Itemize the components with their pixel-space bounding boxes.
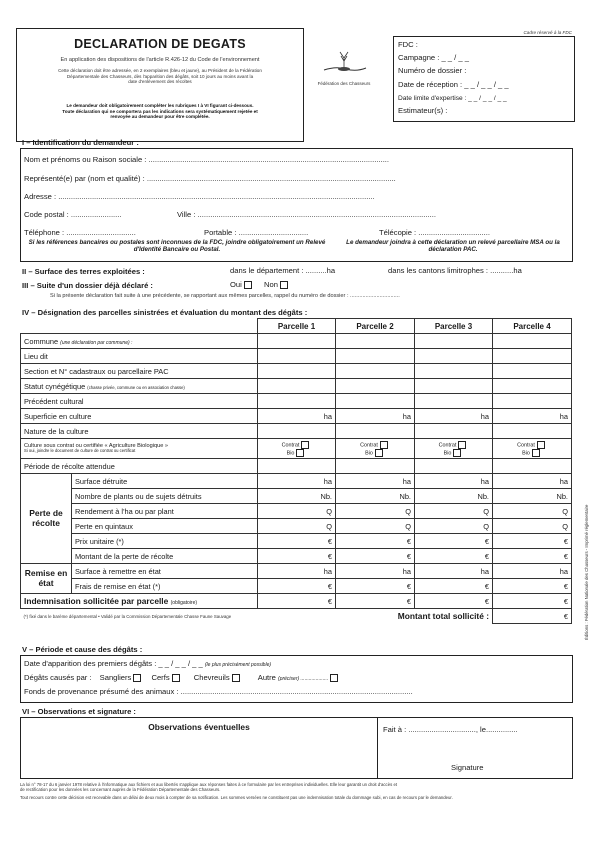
section-1-box — [20, 148, 573, 262]
non-checkbox[interactable] — [280, 281, 288, 289]
montant-total-label: Montant total sollicité : — [397, 611, 489, 622]
represente-field[interactable]: Représenté(e) par (nom et qualité) : ...................................................................................................................... — [24, 174, 396, 183]
cell[interactable]: Q — [336, 504, 415, 519]
row-label: Frais de remise en état (*) — [72, 579, 258, 594]
cell[interactable]: Q — [258, 519, 336, 534]
cell[interactable]: € — [415, 579, 493, 594]
cell[interactable] — [415, 334, 493, 349]
cell[interactable]: € — [415, 534, 493, 549]
table-row — [21, 594, 572, 609]
table-row — [21, 409, 572, 424]
cell[interactable] — [258, 379, 336, 394]
chevreuils-option[interactable]: Chevreuils — [194, 673, 242, 682]
cell[interactable]: ha — [336, 564, 415, 579]
cell[interactable] — [493, 349, 572, 364]
contrat-checkbox[interactable] — [380, 441, 388, 449]
cell[interactable]: € — [258, 594, 336, 609]
cell[interactable]: Nb. — [336, 489, 415, 504]
cell[interactable] — [258, 364, 336, 379]
contrat-checkbox[interactable] — [458, 441, 466, 449]
autre-option[interactable]: Autre (préciser) .................... — [258, 673, 341, 682]
cell[interactable] — [415, 459, 493, 474]
table-row — [21, 489, 572, 504]
chevreuils-checkbox[interactable] — [232, 674, 240, 682]
cell[interactable]: Nb. — [493, 489, 572, 504]
fdc-reserved-box — [393, 30, 575, 122]
cell[interactable]: Q — [258, 504, 336, 519]
cell[interactable]: € — [336, 549, 415, 564]
cell[interactable]: Q — [415, 519, 493, 534]
cell[interactable]: ha — [258, 409, 336, 424]
cerfs-checkbox[interactable] — [172, 674, 180, 682]
telephone-field[interactable]: Téléphone : ................................. — [24, 228, 136, 237]
cell[interactable] — [493, 364, 572, 379]
row-label: Superficie en culture — [21, 409, 258, 424]
adresse-field[interactable]: Adresse : ...................................................................................................................................................... — [24, 192, 375, 201]
cell[interactable]: € — [493, 534, 572, 549]
row-label: Précédent cultural — [21, 394, 258, 409]
cell[interactable] — [415, 349, 493, 364]
oui-checkbox[interactable] — [244, 281, 252, 289]
cell[interactable]: ha — [336, 474, 415, 489]
footnote-cell: (*) fixé dans le barème départemental • Validé par la Commission Départementale Chasse Faune Sauvage — [23, 613, 232, 619]
reception-date-field[interactable]: Date de réception : _ _ / _ _ / _ _ — [398, 80, 509, 89]
montant-total-cell[interactable]: € — [493, 609, 572, 624]
cell[interactable] — [336, 349, 415, 364]
fdc-logo: Fédération des Chasseurs — [316, 48, 372, 88]
cell[interactable]: € — [493, 549, 572, 564]
row-label: Section et N° cadastraux ou parcellaire PAC — [21, 364, 258, 379]
cell[interactable]: € — [415, 549, 493, 564]
row-label: Nombre de plants ou de sujets détruits — [72, 489, 258, 504]
contrat-checkbox[interactable] — [301, 441, 309, 449]
cell[interactable]: € — [415, 594, 493, 609]
cell[interactable]: ha — [493, 564, 572, 579]
footer-text: La loi n° 78-17 du 6 janvier 1978 relative à l'informatique aux fichiers et aux libertés s'applique aux réponses faites à ce formulaire par les entreprises individuelles. Elle leur garantit un droit d'accès et de rectification pour les données les concernant auprès de la Fédération Départementale des Chasseurs. Tout recours contre cette décision est recevable dans un délai de deux mois à compter de sa notification. Les sommes versées ne constituent pas une indemnisation totale du dommage subi, en cas de recours par le demandeur. — [20, 782, 453, 800]
row-label: Commune (une déclaration par commune) : — [21, 334, 258, 349]
ville-field[interactable]: Ville : ................................................................................................................. — [177, 210, 436, 219]
table-row — [21, 474, 572, 489]
nom-field[interactable]: Nom et prénoms ou Raison sociale : .................................................................................................................. — [24, 155, 390, 164]
cell[interactable] — [258, 334, 336, 349]
surface-dept-field[interactable]: dans le département : ..........ha — [230, 266, 336, 275]
cell[interactable]: Q — [493, 504, 572, 519]
cell[interactable]: Q — [415, 504, 493, 519]
cell[interactable]: € — [493, 594, 572, 609]
cell[interactable] — [493, 334, 572, 349]
table-row — [21, 519, 572, 534]
reserved-note: Cadre réservé à la FDC — [523, 30, 572, 35]
table-header-row — [21, 319, 572, 334]
cell[interactable]: ha — [415, 409, 493, 424]
section-6-title: VI – Observations et signature : — [22, 707, 136, 716]
cell[interactable]: € — [336, 534, 415, 549]
contrat-bio-cell: Contrat Bio — [258, 439, 336, 459]
row-label: Surface détruite — [72, 474, 258, 489]
observations-label: Observations éventuelles — [148, 722, 250, 732]
side-edition-text: Éditions : Fédération Nationale des Chasseurs - Imprimé réglementaire — [584, 504, 589, 640]
table-row — [21, 579, 572, 594]
parcel-note: Le demandeur joindra à cette déclaration un relevé parcellaire MSA ou la déclaration PAC. — [346, 239, 560, 254]
cell[interactable] — [336, 364, 415, 379]
previous-dossier-note[interactable]: Si la présente déclaration fait suite à une précédente, se rapportant aux mêmes parcelles, rappel du numéro de dossier : ................................ — [50, 293, 400, 299]
table-row — [21, 459, 572, 474]
signature-label: Signature — [451, 763, 484, 772]
estimateur-field[interactable]: Estimateur(s) : — [398, 106, 448, 115]
table-row — [21, 549, 572, 564]
table-row — [21, 504, 572, 519]
date-apparition-field[interactable]: Date d'apparition des premiers dégâts : _ _ / _ _ / _ _ (le plus précisément possible) — [24, 659, 272, 668]
contrat-bio-cell: Contrat Bio — [415, 439, 493, 459]
parcel-table — [20, 318, 572, 624]
telecopie-field[interactable]: Télécopie : .................................. — [379, 228, 490, 237]
parcelle-3-header: Parcelle 3 — [415, 319, 493, 334]
portable-field[interactable]: Portable : ................................. — [204, 228, 309, 237]
fdc-field[interactable]: FDC : — [398, 40, 418, 49]
section-6-box — [20, 717, 573, 779]
cell[interactable] — [258, 349, 336, 364]
surface-cantons-field[interactable]: dans les cantons limitrophes : ...........ha — [388, 266, 522, 275]
cell[interactable] — [336, 459, 415, 474]
section-3-title: III – Suite d'un dossier déjà déclaré : — [22, 281, 153, 290]
cerfs-option[interactable]: Cerfs — [151, 673, 181, 682]
cell[interactable] — [493, 379, 572, 394]
bio-checkbox[interactable] — [375, 449, 383, 457]
fonds-provenance-field[interactable]: Fonds de provenance présumé des animaux : .............................................................................................................. — [24, 687, 413, 696]
section-4-title: IV – Désignation des parcelles sinistrées et évaluation du montant des dégâts : — [22, 308, 308, 317]
row-label: Prix unitaire (*) — [72, 534, 258, 549]
cell[interactable]: € — [336, 579, 415, 594]
non-option[interactable]: Non — [264, 281, 290, 290]
cell[interactable] — [336, 424, 415, 439]
intro-text: En application des dispositions de l'article R.426-12 du Code de l'environnement Cette déclaration doit être adressée, en 2 exemplaires (bleu et jaune), au Président de la Fédération Départementale des Chasseurs, dès l'apparition des dégâts, soit 10 jours au moins avant la date d'enlèvement des récoltes — [58, 57, 262, 85]
bank-note: Si les références bancaires ou postales sont inconnues de la FDC, joindre obligatoirement un Relevé d'Identité Bancaire ou Postal. — [28, 239, 326, 254]
table-row — [21, 349, 572, 364]
cell[interactable]: Q — [493, 519, 572, 534]
cell[interactable] — [336, 379, 415, 394]
cell[interactable]: € — [258, 549, 336, 564]
bio-checkbox[interactable] — [296, 449, 304, 457]
observations-area[interactable] — [21, 718, 378, 778]
row-label: Montant de la perte de récolte — [72, 549, 258, 564]
section-2-title: II – Surface des terres exploitées : — [22, 267, 145, 276]
table-row — [21, 379, 572, 394]
table-row — [21, 394, 572, 409]
cell[interactable] — [258, 459, 336, 474]
causes-row: Dégâts causés par : Sangliers Cerfs Chevreuils Autre (préciser) .................... — [24, 674, 340, 683]
row-label: Période de récolte attendue — [21, 459, 258, 474]
row-label: Statut cynégétique (chasse privée, commune ou en association chasse) — [21, 379, 258, 394]
table-row — [21, 424, 572, 439]
cell[interactable] — [336, 394, 415, 409]
cell[interactable]: ha — [258, 564, 336, 579]
dossier-number-field[interactable]: Numéro de dossier : — [398, 66, 467, 75]
cell[interactable] — [493, 424, 572, 439]
cell[interactable]: ha — [258, 474, 336, 489]
row-label: Surface à remettre en état — [72, 564, 258, 579]
table-row — [21, 364, 572, 379]
cell[interactable]: ha — [336, 409, 415, 424]
autre-checkbox[interactable] — [330, 674, 338, 682]
row-label: Nature de la culture — [21, 424, 258, 439]
parcelle-1-header: Parcelle 1 — [258, 319, 336, 334]
contrat-checkbox[interactable] — [537, 441, 545, 449]
cell[interactable]: ha — [415, 564, 493, 579]
cell[interactable]: ha — [493, 409, 572, 424]
cell[interactable]: € — [493, 579, 572, 594]
perte-group-label: Perte de récolte — [21, 474, 72, 564]
cell[interactable] — [258, 424, 336, 439]
stag-logo-icon — [316, 48, 372, 78]
header-box — [16, 28, 304, 142]
cell[interactable] — [336, 334, 415, 349]
code-postal-field[interactable]: Code postal : ........................ — [24, 210, 122, 219]
cell[interactable] — [415, 379, 493, 394]
section-5-box — [20, 655, 573, 703]
cell[interactable]: ha — [415, 474, 493, 489]
row-label: Culture sous contrat ou certifiée « Agriculture Biologique » Si oui, joindre le document de culture de contrat ou certificat — [21, 439, 258, 459]
indemnisation-label: Indemnisation sollicitée par parcelle (obligatoire) — [21, 594, 258, 609]
cell[interactable] — [415, 364, 493, 379]
contrat-bio-cell: Contrat Bio — [493, 439, 572, 459]
cell[interactable]: € — [258, 534, 336, 549]
cell[interactable] — [493, 394, 572, 409]
cell[interactable] — [415, 394, 493, 409]
sangliers-checkbox[interactable] — [133, 674, 141, 682]
section-5-title: V – Période et cause des dégâts : — [22, 645, 143, 654]
cell[interactable] — [415, 424, 493, 439]
cell[interactable]: € — [258, 579, 336, 594]
expertise-date-field[interactable]: Date limite d'expertise : _ _ / _ _ / _ _ — [398, 95, 507, 102]
parcelle-4-header: Parcelle 4 — [493, 319, 572, 334]
row-label: Lieu dit — [21, 349, 258, 364]
table-row — [21, 334, 572, 349]
campagne-field[interactable]: Campagne : _ _ / _ _ — [398, 53, 469, 62]
total-row — [21, 609, 572, 624]
bio-checkbox[interactable] — [453, 449, 461, 457]
table-row — [21, 564, 572, 579]
warning-text: Le demandeur doit obligatoirement compléter les rubriques I à VI figurant ci-dessous. Toute déclaration qui ne comportera pas les indications sera systématiquement rejetée et renvoyée au demandeur pour être complétée. — [62, 103, 258, 120]
table-row — [21, 439, 572, 459]
cell[interactable]: ha — [493, 474, 572, 489]
fait-a-field[interactable]: Fait à : ................................, le............... — [383, 725, 518, 734]
sangliers-option[interactable]: Sangliers — [100, 673, 144, 682]
section-1-title: I – Identification du demandeur : — [22, 138, 139, 147]
cell[interactable]: € — [336, 594, 415, 609]
remise-group-label: Remise en état — [21, 564, 72, 594]
table-row — [21, 534, 572, 549]
contrat-bio-cell: Contrat Bio — [336, 439, 415, 459]
bio-checkbox[interactable] — [532, 449, 540, 457]
cell[interactable]: Q — [336, 519, 415, 534]
cell[interactable] — [258, 394, 336, 409]
row-label: Rendement à l'ha ou par plant — [72, 504, 258, 519]
form-title: DECLARATION DE DEGATS — [74, 37, 246, 51]
oui-option[interactable]: Oui — [230, 281, 254, 290]
parcelle-2-header: Parcelle 2 — [336, 319, 415, 334]
cell[interactable]: Nb. — [415, 489, 493, 504]
cell[interactable]: Nb. — [258, 489, 336, 504]
row-label: Perte en quintaux — [72, 519, 258, 534]
cell[interactable] — [493, 459, 572, 474]
